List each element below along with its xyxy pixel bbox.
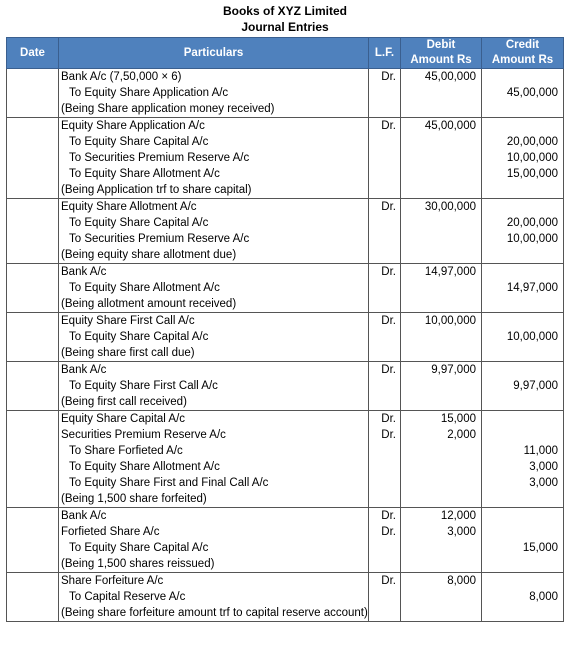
credit-account-line: To Equity Share Allotment A/c — [69, 461, 220, 473]
debit-header — [401, 38, 482, 69]
credit-amount: 10,00,000 — [506, 331, 558, 343]
date-cell — [7, 264, 59, 313]
journal-entry-row — [7, 362, 564, 411]
debit-amount — [401, 605, 481, 621]
dr-marker: Dr. — [381, 575, 396, 587]
credit-account-line: To Securities Premium Reserve A/c — [69, 233, 250, 245]
date-header: Date — [7, 38, 59, 69]
credit-amount — [482, 296, 563, 312]
credit-amount — [482, 556, 563, 572]
dr-marker — [369, 556, 400, 572]
debit-account-line: Equity Share First Call A/c — [61, 315, 195, 327]
dr-marker — [369, 491, 400, 507]
debit-amount: 14,97,000 — [424, 266, 476, 278]
dr-marker: Dr. — [381, 71, 396, 83]
dr-marker — [369, 231, 400, 247]
credit-amount — [482, 362, 563, 378]
credit-account-line: To Equity Share Capital A/c — [69, 217, 209, 229]
dr-marker: Dr. — [381, 526, 396, 538]
lf-cell — [369, 118, 401, 199]
credit-amount: 20,00,000 — [506, 217, 558, 229]
credit-account-line: To Securities Premium Reserve A/c — [69, 152, 250, 164]
debit-amount — [401, 280, 481, 296]
dr-marker — [369, 329, 400, 345]
debit-amount: 3,000 — [447, 526, 476, 538]
credit-amount: 10,00,000 — [506, 152, 558, 164]
credit-account-line: To Equity Share Allotment A/c — [69, 168, 220, 180]
dr-marker — [369, 166, 400, 182]
credit-account-line: To Equity Share Capital A/c — [69, 331, 209, 343]
credit-amount: 20,00,000 — [506, 136, 558, 148]
dr-marker — [369, 85, 400, 101]
debit-account-line: Bank A/c — [61, 266, 107, 278]
lf-cell — [369, 411, 401, 508]
debit-amount — [401, 443, 481, 459]
dr-marker — [369, 101, 400, 117]
dr-marker — [369, 150, 400, 166]
journal-entry-row — [7, 264, 564, 313]
lf-cell — [369, 199, 401, 264]
narration-line: (Being first call received) — [61, 396, 187, 408]
credit-amount — [482, 605, 563, 621]
debit-account-line: Securities Premium Reserve A/c — [61, 429, 226, 441]
particulars-cell — [59, 264, 369, 313]
credit-amount: 3,000 — [529, 461, 558, 473]
credit-amount: 8,000 — [529, 591, 558, 603]
debit-amount: 2,000 — [447, 429, 476, 441]
dr-marker: Dr. — [381, 364, 396, 376]
credit-account-line: To Share Forfieted A/c — [69, 445, 183, 457]
debit-amount — [401, 378, 481, 394]
dr-marker: Dr. — [381, 413, 396, 425]
dr-marker — [369, 247, 400, 263]
debit-cell — [401, 313, 482, 362]
credit-cell — [482, 508, 564, 573]
debit-cell — [401, 411, 482, 508]
journal-entry-row — [7, 573, 564, 622]
debit-amount — [401, 556, 481, 572]
particulars-cell — [59, 411, 369, 508]
credit-amount — [482, 69, 563, 85]
credit-account-line: To Equity Share Capital A/c — [69, 542, 209, 554]
debit-header-line1: Debit — [426, 39, 456, 51]
debit-account-line: Bank A/c — [61, 364, 107, 376]
particulars-cell — [59, 362, 369, 411]
debit-account-line: Equity Share Application A/c — [61, 120, 205, 132]
lf-cell — [369, 69, 401, 118]
date-cell — [7, 199, 59, 264]
credit-amount — [482, 394, 563, 410]
dr-marker — [369, 134, 400, 150]
credit-amount: 15,00,000 — [506, 168, 558, 180]
lf-cell — [369, 362, 401, 411]
lf-cell — [369, 264, 401, 313]
debit-account-line: Bank A/c — [61, 510, 107, 522]
narration-line: (Being equity share allotment due) — [61, 249, 237, 261]
credit-amount: 10,00,000 — [506, 233, 558, 245]
debit-amount — [401, 134, 481, 150]
credit-amount — [482, 118, 563, 134]
debit-amount — [401, 475, 481, 491]
credit-account-line: To Equity Share First and Final Call A/c — [69, 477, 269, 489]
dr-marker: Dr. — [381, 266, 396, 278]
debit-amount — [401, 231, 481, 247]
debit-amount — [401, 247, 481, 263]
credit-amount — [482, 313, 563, 329]
dr-marker — [369, 182, 400, 198]
dr-marker: Dr. — [381, 120, 396, 132]
credit-cell — [482, 118, 564, 199]
particulars-cell — [59, 508, 369, 573]
lf-cell — [369, 313, 401, 362]
credit-amount — [482, 247, 563, 263]
date-cell — [7, 573, 59, 622]
dr-marker: Dr. — [381, 429, 396, 441]
debit-account-line: Equity Share Capital A/c — [61, 413, 186, 425]
date-cell — [7, 69, 59, 118]
credit-amount — [482, 427, 563, 443]
date-cell — [7, 118, 59, 199]
particulars-cell — [59, 573, 369, 622]
debit-amount: 9,97,000 — [431, 364, 476, 376]
dr-marker — [369, 605, 400, 621]
credit-amount — [482, 573, 563, 589]
debit-account-line: Bank A/c (7,50,000 × 6) — [61, 71, 182, 83]
journal-subtitle: Journal Entries — [241, 20, 329, 34]
debit-cell — [401, 362, 482, 411]
credit-account-line: To Capital Reserve A/c — [69, 591, 186, 603]
credit-cell — [482, 411, 564, 508]
journal-body — [7, 69, 564, 622]
date-cell — [7, 411, 59, 508]
credit-amount — [482, 101, 563, 117]
credit-amount — [482, 524, 563, 540]
credit-cell — [482, 199, 564, 264]
debit-amount — [401, 394, 481, 410]
credit-amount — [482, 411, 563, 427]
debit-cell — [401, 508, 482, 573]
dr-marker: Dr. — [381, 510, 396, 522]
debit-amount — [401, 491, 481, 507]
credit-cell — [482, 313, 564, 362]
credit-account-line: To Equity Share Allotment A/c — [69, 282, 220, 294]
journal-header — [7, 38, 564, 69]
credit-amount: 11,000 — [523, 445, 558, 457]
dr-marker — [369, 394, 400, 410]
credit-amount — [482, 491, 563, 507]
dr-marker — [369, 296, 400, 312]
dr-marker: Dr. — [381, 201, 396, 213]
credit-amount: 45,00,000 — [506, 87, 558, 99]
particulars-cell — [59, 118, 369, 199]
credit-header — [482, 38, 564, 69]
debit-amount: 45,00,000 — [424, 71, 476, 83]
narration-line: (Being share first call due) — [61, 347, 195, 359]
debit-cell — [401, 69, 482, 118]
journal-table — [6, 37, 564, 622]
narration-line: (Being 1,500 share forfeited) — [61, 493, 207, 505]
journal-entry-row — [7, 199, 564, 264]
debit-amount — [401, 459, 481, 475]
journal-entry-row — [7, 69, 564, 118]
debit-amount — [401, 101, 481, 117]
journal-entry-row — [7, 508, 564, 573]
particulars-header: Particulars — [59, 38, 369, 69]
particulars-cell — [59, 199, 369, 264]
narration-line: (Being 1,500 shares reissued) — [61, 558, 215, 570]
debit-amount — [401, 215, 481, 231]
dr-marker — [369, 589, 400, 605]
debit-cell — [401, 264, 482, 313]
credit-header-line2: Amount Rs — [491, 54, 554, 66]
debit-amount: 10,00,000 — [424, 315, 476, 327]
debit-account-line: Share Forfeiture A/c — [61, 575, 164, 587]
debit-amount: 15,000 — [440, 413, 476, 425]
credit-amount: 9,97,000 — [513, 380, 558, 392]
debit-cell — [401, 199, 482, 264]
dr-marker — [369, 215, 400, 231]
debit-amount — [401, 345, 481, 361]
dr-marker — [369, 345, 400, 361]
date-cell — [7, 313, 59, 362]
credit-cell — [482, 69, 564, 118]
dr-marker — [369, 280, 400, 296]
debit-amount — [401, 296, 481, 312]
book-title: Books of XYZ Limited — [222, 4, 347, 18]
dr-marker — [369, 459, 400, 475]
credit-amount — [482, 345, 563, 361]
narration-line: (Being Application trf to share capital) — [61, 184, 252, 196]
credit-header-line1: Credit — [505, 39, 540, 51]
credit-account-line: To Equity Share Application A/c — [69, 87, 229, 99]
debit-amount: 45,00,000 — [424, 120, 476, 132]
journal-entry-row — [7, 411, 564, 508]
narration-line: (Being share forfeiture amount trf to capital reserve account) — [61, 607, 368, 619]
credit-amount — [482, 199, 563, 215]
credit-amount: 14,97,000 — [506, 282, 558, 294]
debit-amount: 30,00,000 — [424, 201, 476, 213]
narration-line: (Being allotment amount received) — [61, 298, 237, 310]
lf-cell — [369, 573, 401, 622]
particulars-cell — [59, 313, 369, 362]
debit-cell — [401, 573, 482, 622]
particulars-cell — [59, 69, 369, 118]
journal-entry-row — [7, 313, 564, 362]
dr-marker — [369, 443, 400, 459]
debit-header-line2: Amount Rs — [410, 54, 472, 66]
debit-cell — [401, 118, 482, 199]
date-cell — [7, 362, 59, 411]
debit-account-line: Equity Share Allotment A/c — [61, 201, 197, 213]
credit-amount — [482, 182, 563, 198]
credit-account-line: To Equity Share First Call A/c — [69, 380, 218, 392]
dr-marker: Dr. — [381, 315, 396, 327]
narration-line: (Being Share application money received) — [61, 103, 275, 115]
credit-amount — [482, 264, 563, 280]
debit-account-line: Forfieted Share A/c — [61, 526, 160, 538]
dr-marker — [369, 540, 400, 556]
debit-amount — [401, 589, 481, 605]
credit-cell — [482, 573, 564, 622]
debit-amount: 8,000 — [447, 575, 476, 587]
debit-amount — [401, 166, 481, 182]
credit-cell — [482, 362, 564, 411]
dr-marker — [369, 378, 400, 394]
credit-amount: 3,000 — [529, 477, 558, 489]
debit-amount — [401, 150, 481, 166]
credit-account-line: To Equity Share Capital A/c — [69, 136, 209, 148]
date-cell — [7, 508, 59, 573]
credit-amount: 15,000 — [522, 542, 558, 554]
lf-header: L.F. — [369, 38, 401, 69]
journal-entry-row — [7, 118, 564, 199]
debit-amount: 12,000 — [440, 510, 476, 522]
debit-amount — [401, 182, 481, 198]
dr-marker — [369, 475, 400, 491]
debit-amount — [401, 329, 481, 345]
debit-amount — [401, 540, 481, 556]
lf-cell — [369, 508, 401, 573]
debit-amount — [401, 85, 481, 101]
credit-cell — [482, 264, 564, 313]
credit-amount — [482, 508, 563, 524]
